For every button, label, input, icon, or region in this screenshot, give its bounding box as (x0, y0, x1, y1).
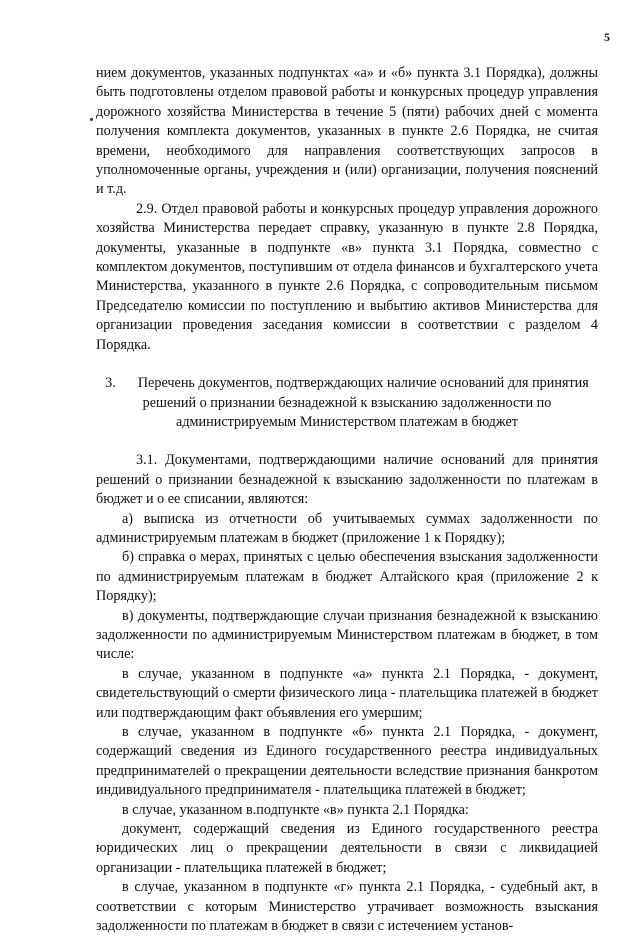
case-g: в случае, указанном в подпункте «г» пункта 2.1 Порядка, - судебный акт, в соответствии с которым Министерство утрачивает возможность взыскания задолженности по платежам в бюджет в связи с истечением установ- (96, 879, 598, 935)
spacer (96, 432, 598, 451)
document-body (96, 64, 598, 936)
item-b: б) справка о мерах, принятых с целью обеспечения взыскания задолженности по администрируемым платежам в бюджет Алтайского края (приложение 2 к Порядку); (96, 549, 598, 605)
paragraph-2-9: 2.9. Отдел правовой работы и конкурсных процедур управления дорожного хозяйства Министерства передает справку, указанную в пункте 2.8 Порядка, документы, указанные в подпункте «в» пункта 3.1 Порядка, совместно с комплектом документов, поступившим от отдела финансов и бухгалтерского учета Министерства, указанного в пункте 2.6 Порядка, с сопроводительным письмом Председателю комиссии по поступлению и выбытию активов Министерства для организации проведения заседания комиссии в соответствии с разделом 4 Порядка. (96, 200, 598, 353)
spacer (96, 355, 598, 374)
item-v: в) документы, подтверждающие случаи признания безнадежной к взысканию задолженности по администрируемым Министерством платежам в бюджет, в том числе: (96, 607, 598, 663)
item-a: а) выписка из отчетности об учитываемых суммах задолженности по администрируемым платежам в бюджет (приложение 1 к Порядку); (96, 510, 598, 546)
case-v: в случае, указанном в.подпункте «в» пункта 2.1 Порядка: (122, 801, 469, 818)
case-a: в случае, указанном в подпункте «а» пункта 2.1 Порядка, - документ, свидетельствующий о смерти физического лица - плательщика платежей в бюджет или подтверждающим факт объявления его умершим; (96, 665, 598, 721)
case-v-document: документ, содержащий сведения из Единого государственного реестра юридических лиц о прекращении деятельности в связи с ликвидацией организации - плательщика платежей в бюджет; (96, 821, 598, 876)
paragraph-3-1: 3.1. Документами, подтверждающими наличие оснований для принятия решений о признании безнадежной к взысканию задолженности по платежам в бюджет и о ее списании, являются: (96, 452, 598, 508)
margin-mark (90, 118, 93, 121)
paragraph-continuation: нием документов, указанных подпунктах «а» и «б» пункта 3.1 Порядка), должны быть подготовлены отделом правовой работы и конкурсных процедур управления дорожного хозяйства Министерства в течение 5 (пяти) рабочих дней с момента получения комплекта документов, указанных в пункте 2.6 Порядка, не считая времени, необходимого для направления соответствующих запросов в уполномоченные органы, учреждения и (или) организации, получения пояснений и т.д. (96, 65, 598, 198)
section-number: 3. (105, 375, 116, 392)
case-b: в случае, указанном в подпункте «б» пункта 2.1 Порядка, - документ, содержащий сведения из Единого государственного реестра индивидуальных предпринимателей о прекращении деятельности вследствие признания банкротом индивидуального предпринимателя - плательщика платежей в бюджет; (96, 724, 598, 799)
page-number: 5 (604, 30, 610, 44)
section-title: Перечень документов, подтверждающих наличие оснований для принятия решений о признании безнадежной к взысканию задолженности по администрируемым Министерством платежам в бюджет (137, 375, 589, 430)
section-heading (96, 374, 598, 432)
